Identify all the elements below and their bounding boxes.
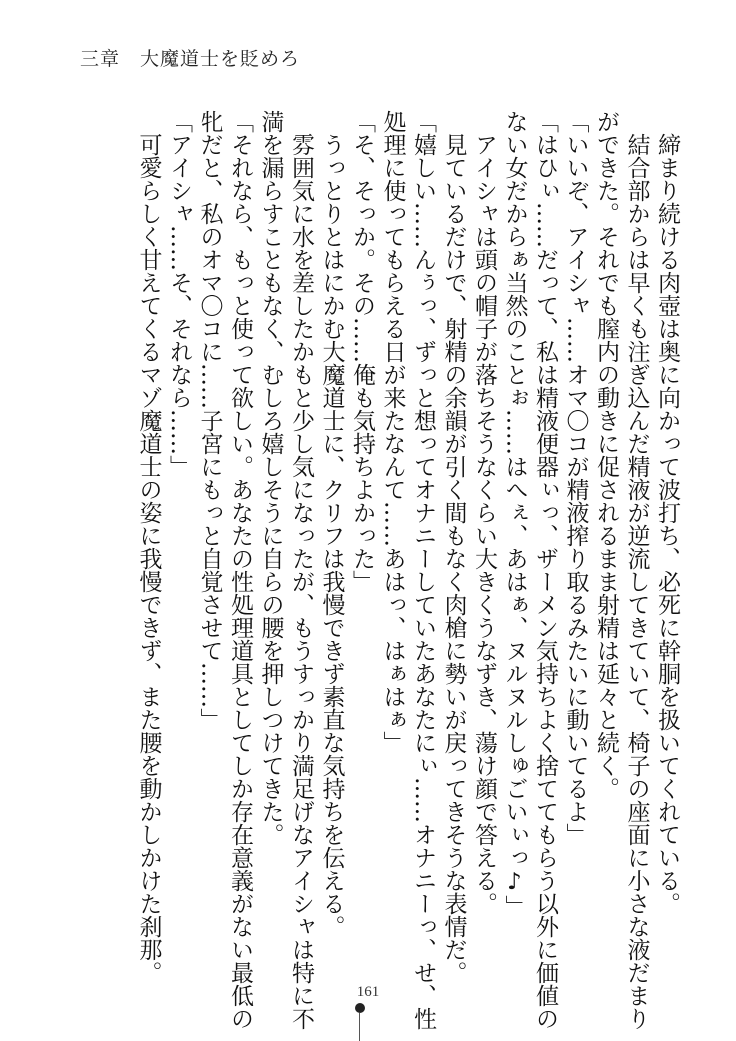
text-column: 「いいぞ、アイシャ……オマ〇コが精液搾り取るみたいに動いてるよ」 [562, 110, 589, 846]
text-column: 「はひぃ……だって、私は精液便器ぃっ、ザーメン気持ちよく捨ててもらう以外に価値の [532, 110, 558, 1030]
marker-line [359, 1013, 360, 1041]
text-column: 結合部からは早くも注ぎ込んだ精液が逆流してきていて、椅子の座面に小さな液だまり [623, 133, 650, 1030]
text-column: 満を漏らすこともなく、むしろ嬉しそうに自らの腰を押しつけてきた。 [257, 110, 284, 846]
text-column: うっとりとはにかむ大魔道士に、クリフは我慢できず素直な気持ちを伝える。 [318, 133, 345, 938]
text-column: 「それなら、もっと使って欲しい。あなたの性処理道具としてしか存在意義がない最低の [227, 110, 253, 1030]
text-column: 「アイシャ……そ、それなら……」 [166, 110, 192, 478]
text-column: ができた。それでも膣内の動きに促されるまま射精は延々と続く。 [593, 110, 619, 800]
text-column: 「嬉しい……んぅっ、ずっと想ってオナニーしていたあなたにぃ……オナニーっ、せ、性 [410, 110, 436, 1030]
text-column: アイシャは頭の帽子が落ちそうなくらい大きくうなずき、蕩け顔で答える。 [471, 133, 497, 915]
page-number: 161 [356, 984, 380, 1000]
text-column: 処理に使ってもらえる日が来たなんて……あはっ、はぁはぁ」 [379, 110, 406, 754]
text-column: 雰囲気に水を差したかもと少し気になったが、もうすっかり満足げなアイシャは特に不 [288, 133, 314, 1030]
text-column: 可愛らしく甘えてくるマゾ魔道士の姿に我慢できず、また腰を動かしかけた刹那。 [135, 133, 162, 984]
running-head: 三章 大魔道士を貶めろ [80, 48, 301, 70]
page-marker-icon [352, 1003, 368, 1039]
marker-dot [355, 1003, 365, 1013]
text-column: ない女だからぁ当然のことぉ……はへぇ、あはぁ、ヌルヌルしゅごいぃっ♪」 [501, 110, 528, 918]
text-column: 牝だと、私のオマ〇コに……子宮にもっと自覚させて……」 [196, 110, 223, 731]
text-column: 見ているだけで、射精の余韻が引く間もなく肉槍に勢いが戻ってきそうな表情だ。 [440, 133, 467, 984]
text-column: 締まり続ける肉壺は奥に向かって波打ち、必死に幹胴を扱いてくれている。 [654, 133, 680, 915]
text-column: 「そ、そっか。その……俺も気持ちよかった」 [349, 110, 375, 593]
